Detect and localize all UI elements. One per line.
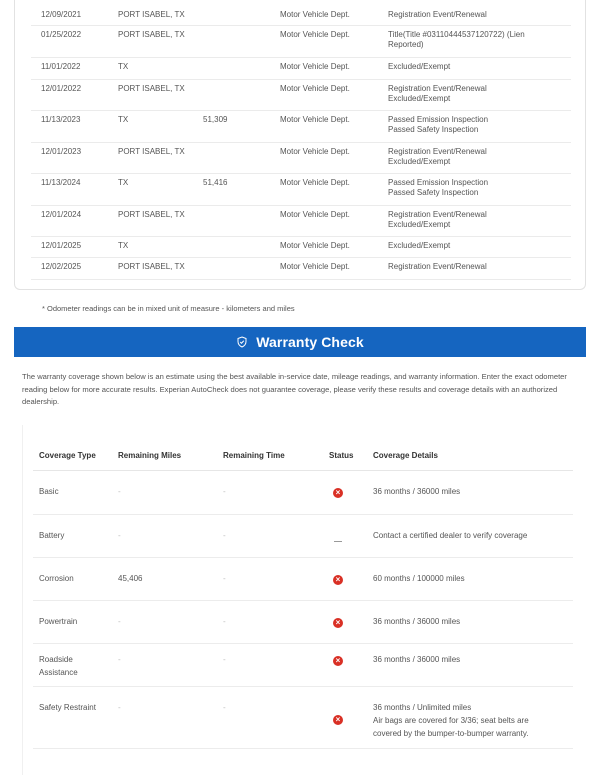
history-row [31, 58, 571, 80]
warranty-row [33, 644, 573, 687]
history-location: TX [118, 178, 129, 187]
coverage-details: 36 months / Unlimited miles Air bags are covered for 3/36; seat belts are covered by the bumper-to-bumper warranty. [373, 703, 529, 738]
history-date: 12/09/2021 [41, 10, 82, 19]
remaining-miles: - [118, 703, 121, 712]
warranty-row [33, 558, 573, 601]
remaining-time: - [223, 487, 226, 496]
history-location: TX [118, 62, 129, 71]
coverage-type: Roadside Assistance [39, 655, 78, 677]
history-source: Motor Vehicle Dept. [280, 178, 350, 187]
history-location: PORT ISABEL, TX [118, 147, 185, 156]
header-coverage-type: Coverage Type [39, 451, 96, 460]
history-details: Passed Emission Inspection Passed Safety Inspection [388, 178, 489, 197]
history-location: PORT ISABEL, TX [118, 10, 185, 19]
history-source: Motor Vehicle Dept. [280, 10, 350, 19]
warranty-row [33, 515, 573, 558]
history-location: PORT ISABEL, TX [118, 84, 185, 93]
history-details: Excluded/Exempt [388, 62, 451, 71]
remaining-time: - [223, 574, 226, 583]
history-source: Motor Vehicle Dept. [280, 84, 350, 93]
history-date: 01/25/2022 [41, 30, 82, 39]
coverage-details: 36 months / 36000 miles [373, 617, 461, 626]
history-details: Title(Title #03110444537120722) (Lien Reported) [388, 30, 525, 49]
history-date: 12/01/2022 [41, 84, 82, 93]
history-row [31, 258, 571, 280]
history-source: Motor Vehicle Dept. [280, 262, 350, 271]
warranty-description: The warranty coverage shown below is an estimate using the best available in-service date, mileage readings, and warranty information. Enter the exact odometer reading below for more accurate results. Experian AutoCheck does not guarantee coverage, please verify these results and coverage details with an authorized dealership. [22, 372, 567, 406]
history-odometer: 51,416 [203, 178, 228, 187]
history-details: Passed Emission Inspection Passed Safety Inspection [388, 115, 489, 134]
history-row [31, 237, 571, 258]
header-remaining-time: Remaining Time [223, 451, 285, 460]
status-expired-icon: × [333, 618, 343, 628]
coverage-type: Safety Restraint [39, 703, 96, 712]
history-source: Motor Vehicle Dept. [280, 210, 350, 219]
history-details: Registration Event/Renewal Excluded/Exempt [388, 210, 487, 229]
coverage-type: Battery [39, 531, 65, 540]
history-source: Motor Vehicle Dept. [280, 241, 350, 250]
history-row [31, 143, 571, 174]
history-details: Registration Event/Renewal [388, 10, 487, 19]
status-expired-icon: × [333, 488, 343, 498]
remaining-miles: - [118, 655, 121, 664]
history-location: PORT ISABEL, TX [118, 30, 185, 39]
coverage-details: 60 months / 100000 miles [373, 574, 465, 583]
history-details: Registration Event/Renewal [388, 262, 487, 271]
history-date: 12/01/2023 [41, 147, 82, 156]
coverage-details: 36 months / 36000 miles [373, 487, 461, 496]
warranty-check-banner [14, 327, 586, 357]
remaining-time: - [223, 617, 226, 626]
warranty-row [33, 471, 573, 515]
history-source: Motor Vehicle Dept. [280, 147, 350, 156]
status-expired-icon: × [333, 656, 343, 666]
warranty-table-header [33, 437, 573, 471]
vehicle-history-table [14, 0, 586, 290]
history-date: 12/01/2024 [41, 210, 82, 219]
coverage-details: Contact a certified dealer to verify coverage [373, 531, 528, 540]
history-details: Excluded/Exempt [388, 241, 451, 250]
history-location: PORT ISABEL, TX [118, 210, 185, 219]
history-row [31, 6, 571, 26]
history-date: 12/01/2025 [41, 241, 82, 250]
history-date: 11/13/2024 [41, 178, 81, 187]
history-row [31, 206, 571, 237]
header-remaining-miles: Remaining Miles [118, 451, 182, 460]
status-expired-icon: × [333, 575, 343, 585]
history-details: Registration Event/Renewal Excluded/Exempt [388, 147, 487, 166]
remaining-miles: - [118, 531, 121, 540]
history-source: Motor Vehicle Dept. [280, 115, 350, 124]
warranty-check-title: Warranty Check [256, 334, 364, 350]
history-date: 12/02/2025 [41, 262, 82, 271]
history-location: TX [118, 241, 129, 250]
status-expired-icon: × [333, 715, 343, 725]
header-coverage-details: Coverage Details [373, 451, 438, 460]
status-unknown-icon [334, 541, 342, 542]
odometer-note: * Odometer readings can be in mixed unit of measure - kilometers and miles [42, 304, 295, 313]
history-date: 11/13/2023 [41, 115, 81, 124]
remaining-time: - [223, 531, 226, 540]
history-details: Registration Event/Renewal Excluded/Exempt [388, 84, 487, 103]
history-date: 11/01/2022 [41, 62, 81, 71]
remaining-time: - [223, 703, 226, 712]
coverage-type: Corrosion [39, 574, 74, 583]
history-source: Motor Vehicle Dept. [280, 30, 350, 39]
history-odometer: 51,309 [203, 115, 228, 124]
history-location: PORT ISABEL, TX [118, 262, 185, 271]
remaining-time: - [223, 655, 226, 664]
warranty-row [33, 687, 573, 749]
history-row [31, 111, 571, 143]
history-source: Motor Vehicle Dept. [280, 62, 350, 71]
header-status: Status [329, 451, 354, 460]
history-row [31, 26, 571, 58]
warranty-row [33, 601, 573, 644]
coverage-type: Powertrain [39, 617, 78, 626]
warranty-table [22, 425, 586, 775]
remaining-miles: - [118, 617, 121, 626]
coverage-details: 36 months / 36000 miles [373, 655, 461, 664]
history-location: TX [118, 115, 129, 124]
shield-check-icon [236, 336, 248, 348]
remaining-miles: 45,406 [118, 574, 143, 583]
remaining-miles: - [118, 487, 121, 496]
history-row [31, 174, 571, 206]
history-row [31, 80, 571, 111]
coverage-type: Basic [39, 487, 59, 496]
